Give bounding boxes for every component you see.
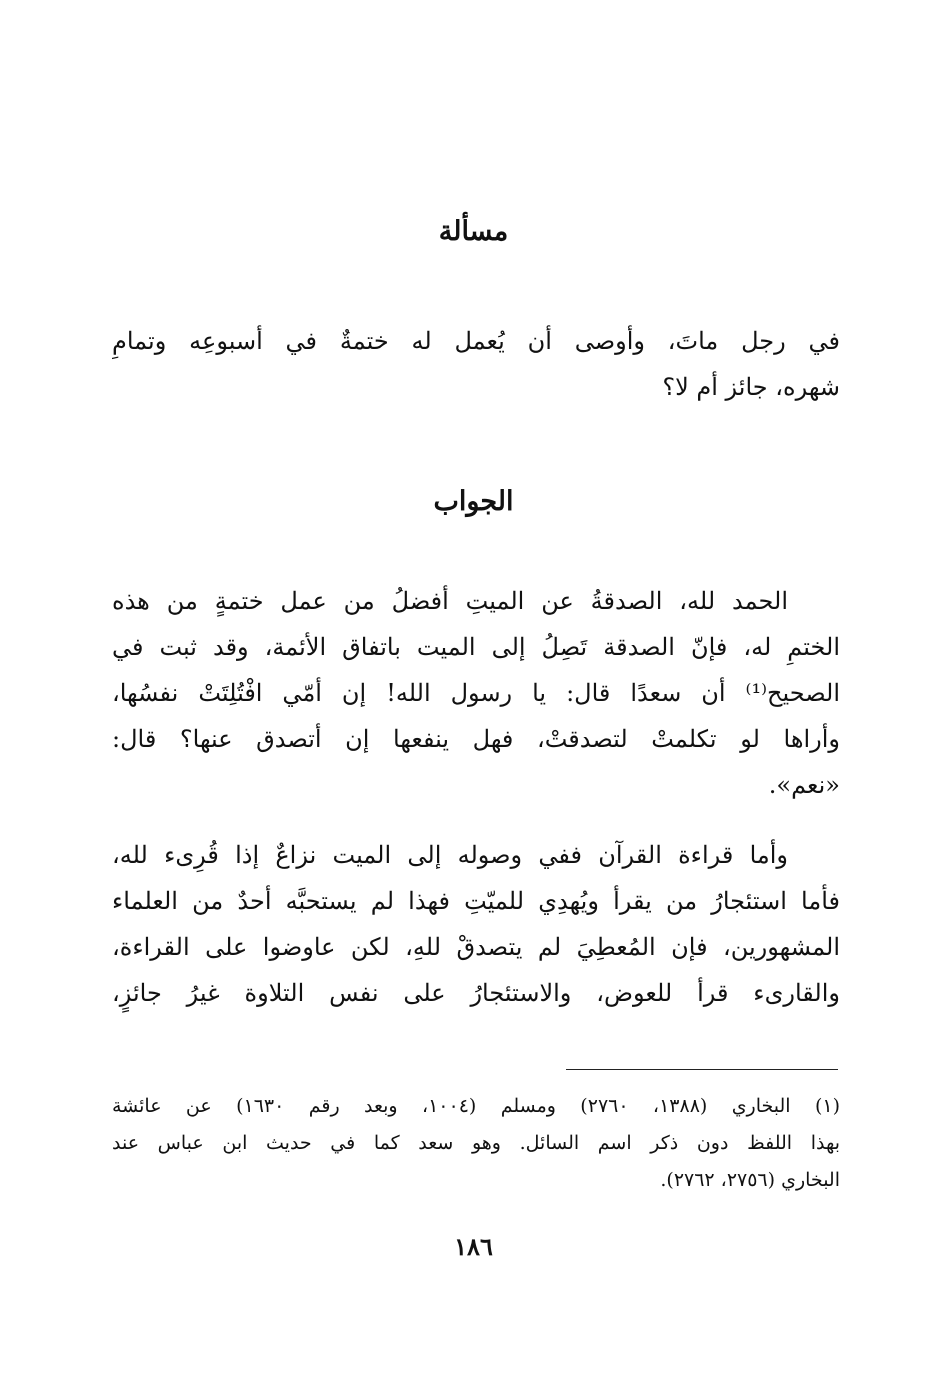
paragraph-line: «نعم». <box>768 771 840 799</box>
footnote <box>112 1088 840 1199</box>
paragraph-line: المشهورين، فإن المُعطِيَ لم يتصدقْ للهِ، لكن عاوضوا على القراءة، <box>112 933 840 961</box>
question-heading: مسألة <box>438 216 509 247</box>
paragraph-line: وأما قراءة القرآن ففي وصوله إلى الميت نزاعٌ إذا قُرِىء لله، <box>112 841 789 869</box>
question-line: شهره، جائز أم لا؟ <box>662 373 840 401</box>
footnote-line: البخاري (٢٧٥٦، ٢٧٦٢). <box>660 1169 840 1191</box>
footnote-line: (١) البخاري (١٣٨٨، ٢٧٦٠) ومسلم (١٠٠٤، وبعد رقم ١٦٣٠) عن عائشة <box>112 1095 840 1117</box>
answer-paragraph-1 <box>112 578 840 808</box>
question-text <box>112 318 840 410</box>
footnote-line: بهذا اللفظ دون ذكر اسم السائل. وهو سعد كما في حديث ابن عباس عند <box>112 1132 840 1154</box>
paragraph-line: الختمِ له، فإنّ الصدقة تَصِلُ إلى الميت باتفاق الأئمة، وقد ثبت في <box>112 633 840 661</box>
paragraph-line: الصحيح⁽¹⁾ أن سعدًا قال: يا رسول الله! إن أمّي افْتُلِتَتْ نفسُها، <box>112 679 840 707</box>
answer-paragraph-2 <box>112 832 840 1016</box>
question-line: في رجل ماتَ، وأوصى أن يُعمل له ختمةٌ في أسبوعِه وتمامِ <box>112 327 840 355</box>
page-number: ١٨٦ <box>454 1232 493 1261</box>
paragraph-line: فأما استئجارُ من يقرأ ويُهدِي للميّتِ فهذا لم يستحبَّه أحدٌ من العلماء <box>112 887 840 915</box>
paragraph-line: الحمد لله، الصدقةُ عن الميتِ أفضلُ من عمل ختمةٍ من هذه <box>112 587 788 615</box>
paragraph-line: وأراها لو تكلمتْ لتصدقتْ، فهل ينفعها إن أتصدق عنها؟ قال: <box>112 725 840 753</box>
paragraph-line: والقارىء قرأ للعوض، والاستئجارُ على نفس التلاوة غيرُ جائزٍ، <box>112 979 840 1007</box>
answer-heading: الجواب <box>433 486 514 517</box>
footnote-separator <box>566 1069 838 1070</box>
